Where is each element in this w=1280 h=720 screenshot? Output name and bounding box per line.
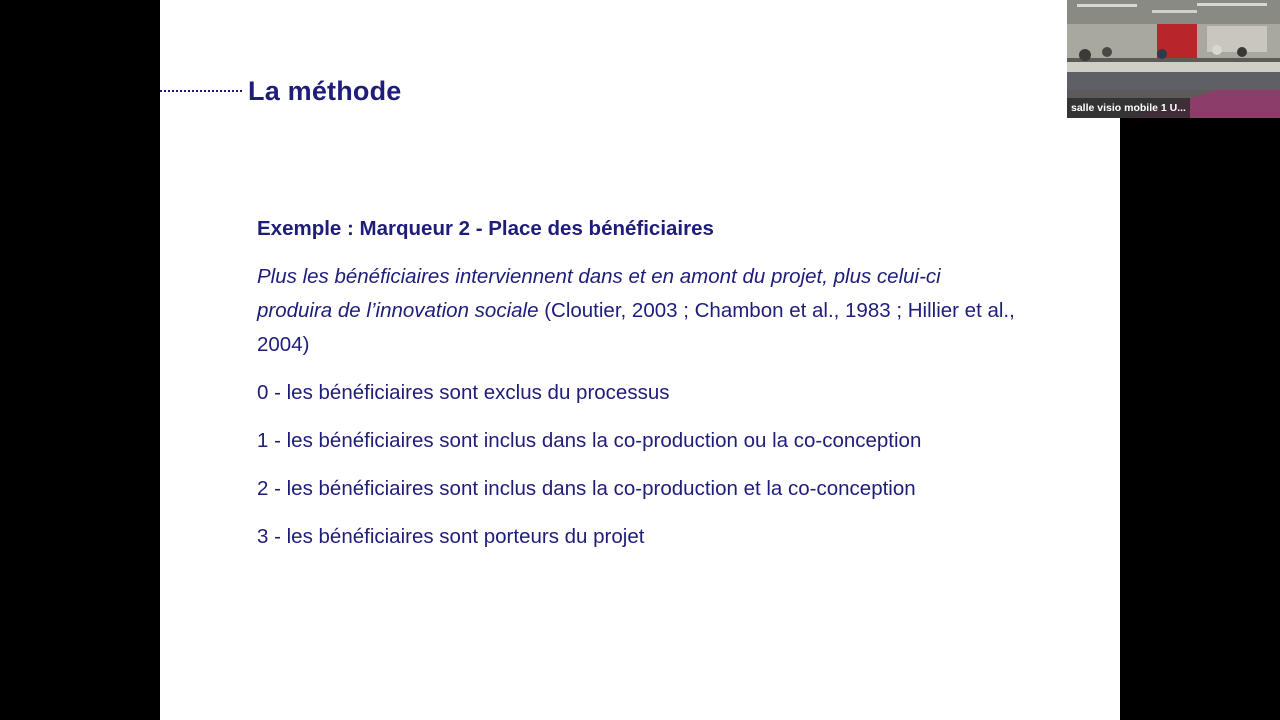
- slide-title-row: [160, 72, 402, 110]
- participant-name-label: salle visio mobile 1 U...: [1067, 98, 1190, 118]
- level-item: 1 - les bénéficiaires sont inclus dans la co-production ou la co-conception: [257, 429, 922, 452]
- definition-italic-text: Plus les bénéficiaires interviennent dans et en amont du projet, plus celui-ci produira de l’innovation sociale: [257, 265, 941, 322]
- level-item: 2 - les bénéficiaires sont inclus dans la co-production et la co-conception: [257, 477, 916, 500]
- presentation-slide: [160, 0, 1120, 720]
- slide-content: [257, 212, 1017, 568]
- title-dotted-rule: [160, 90, 242, 92]
- marker-definition: [257, 260, 1017, 362]
- definition-citation: (Cloutier, 2003 ; Chambon et al., 1983 ; Hillier et al., 2004): [257, 299, 1015, 356]
- participant-video-tile[interactable]: [1067, 0, 1280, 118]
- level-item: 3 - les bénéficiaires sont porteurs du projet: [257, 525, 645, 548]
- level-item: 0 - les bénéficiaires sont exclus du processus: [257, 381, 670, 404]
- example-heading: Exemple : Marqueur 2 - Place des bénéficiaires: [257, 217, 714, 240]
- slide-title: La méthode: [248, 75, 402, 106]
